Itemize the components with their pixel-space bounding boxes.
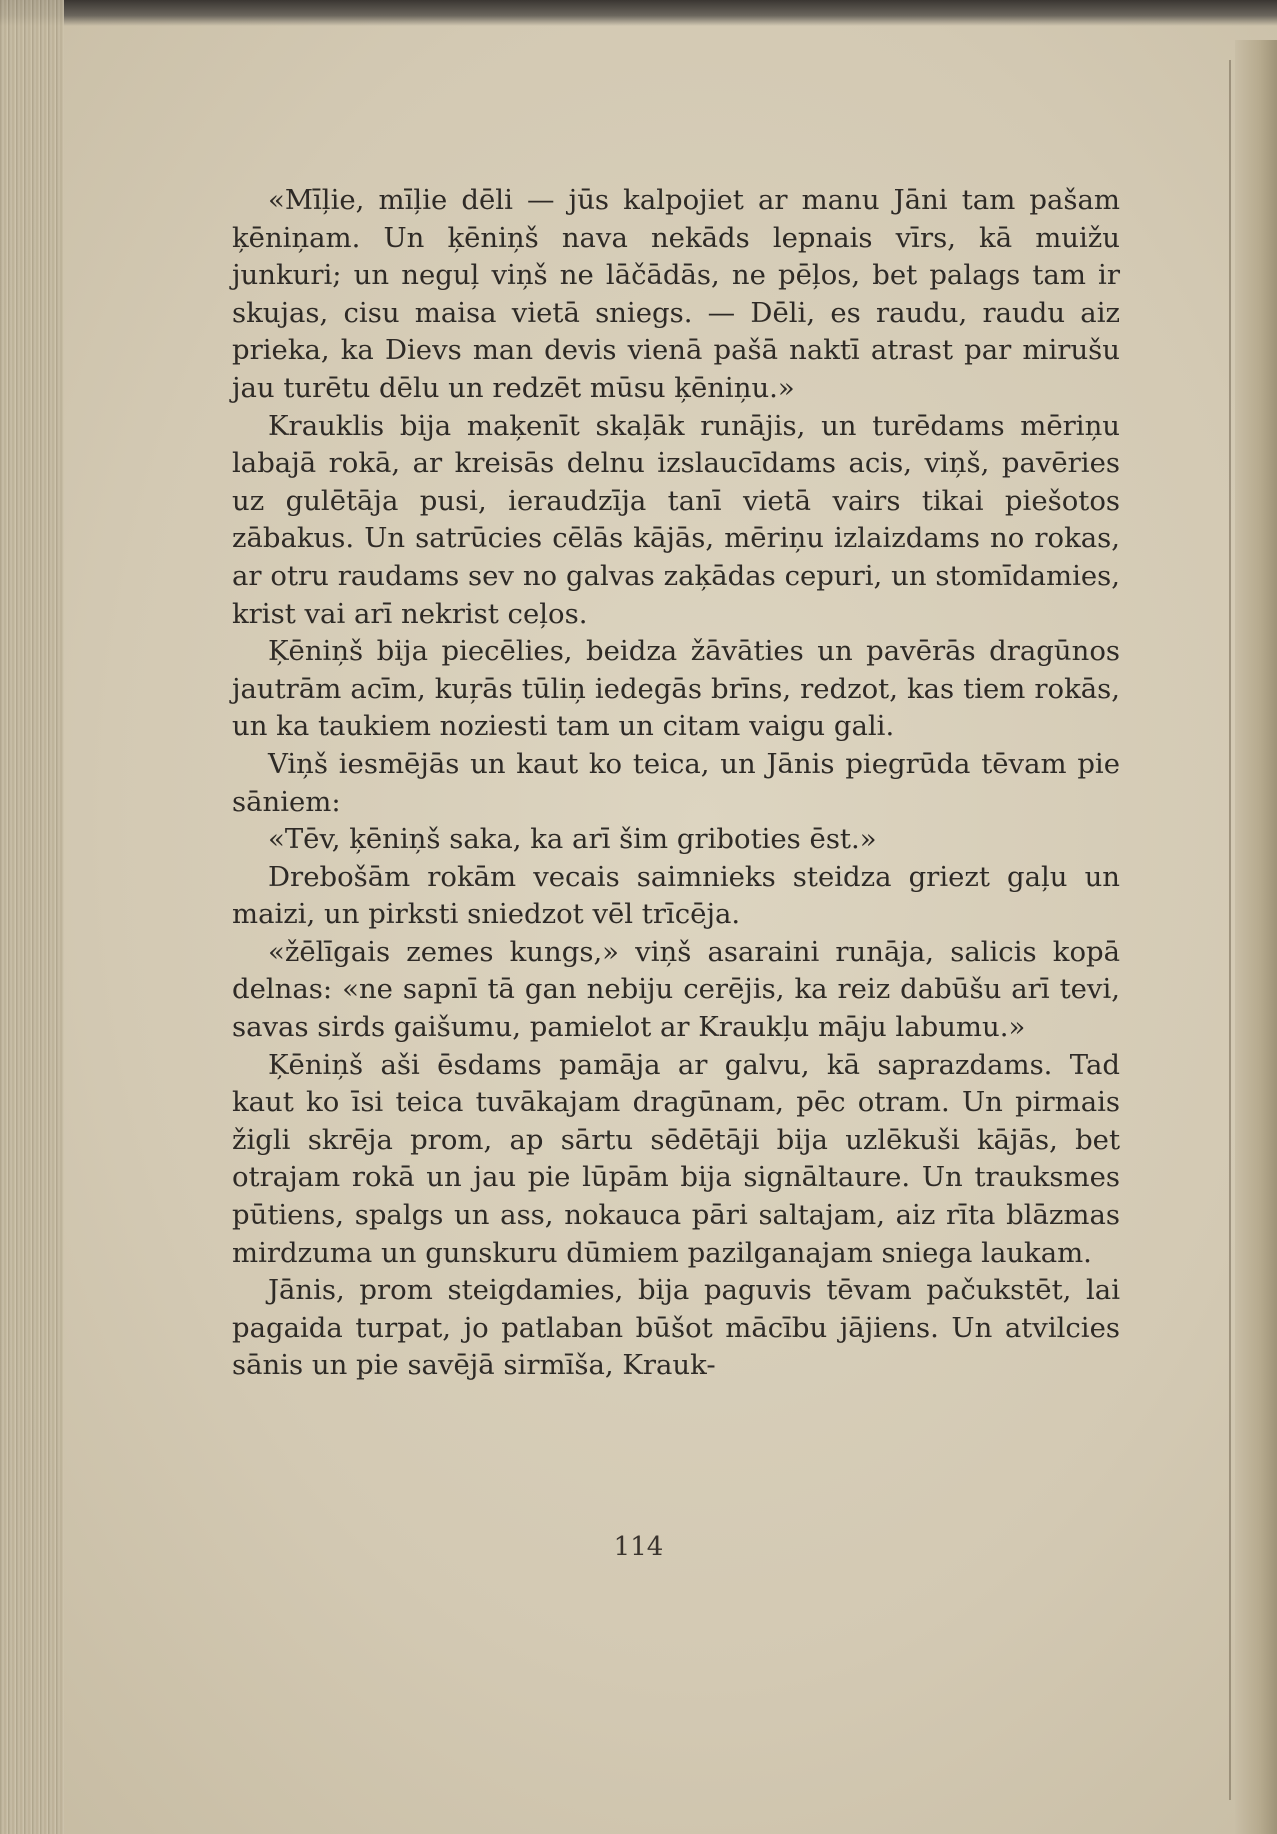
top-edge-shadow (0, 0, 1277, 26)
paragraph: Viņš iesmējās un kaut ko teica, un Jānis piegrūda tēvam pie sāniem: (232, 747, 1120, 818)
page-stack-right-edge (1235, 40, 1277, 1834)
paragraph: «Tēv, ķēniņš saka, ka arī šim griboties ēst.» (268, 823, 877, 856)
paragraph: «žēlīgais zemes kungs,» viņš asaraini runāja, salicis kopā delnas: «ne sapnī tā gan nebiju cerējis, ka reiz dabūšu arī tevi, savas sirds gaišumu, pamielot ar Kraukļu māju labumu.» (232, 935, 1120, 1044)
paragraph: Drebošām rokām vecais saimnieks steidza griezt gaļu un maizi, un pirksti sniedzot vēl trīcēja. (232, 860, 1120, 931)
page-number: 114 (613, 1532, 664, 1562)
paragraph: «Mīļie, mīļie dēli — jūs kalpojiet ar manu Jāni tam pašam ķēniņam. Un ķēniņš nava nekāds lepnais vīrs, kā muižu junkuri; un neguļ viņš ne lāčādās, ne pēļos, bet palags tam ir skujas, cisu maisa vietā sniegs. — Dēli, es raudu, raudu aiz prieka, ka Dievs man devis vienā pašā naktī atrast par mirušu jau turētu dēlu un redzēt mūsu ķēniņu.» (232, 184, 1120, 404)
paragraph: Krauklis bija maķenīt skaļāk runājis, un turēdams mēriņu labajā rokā, ar kreisās delnu izslaucīdams acis, viņš, pavēries uz gulētāja pusi, ieraudzīja tanī vietā vairs tikai piešotos zābakus. Un satrūcies cēlās kājās, mēriņu izlaizdams no rokas, ar otru raudams sev no galvas zaķādas cepuri, un stomīdamies, krist vai arī nekrist ceļos. (232, 409, 1120, 630)
paragraph: Ķēniņš aši ēsdams pamāja ar galvu, kā saprazdams. Tad kaut ko īsi teica tuvākajam dragūnam, pēc otram. Un pirmais žigli skrēja prom, ap sārtu sēdētāji bija uzlēkuši kājās, bet otrajam rokā un jau pie lūpām bija signāltaure. Un trauksmes pūtiens, spalgs un ass, nokauca pāri saltajam, aiz rīta blāzmas mirdzuma un gunskuru dūmiem pazilganajam sniega laukam. (232, 1048, 1120, 1269)
body-text (232, 182, 1120, 1385)
paragraph: Ķēniņš bija piecēlies, beidza žāvāties un pavērās dragūnos jautrām acīm, kuŗās tūliņ iedegās brīns, redzot, kas tiem rokās, un ka taukiem noziesti tam un citam vaigu gali. (232, 635, 1120, 743)
paragraph: Jānis, prom steigdamies, bija paguvis tēvam pačukstēt, lai pagaida turpat, jo patlaban būšot mācību jājiens. Un atvilcies sānis un pie savējā sirmīša, Krauk- (232, 1274, 1120, 1382)
